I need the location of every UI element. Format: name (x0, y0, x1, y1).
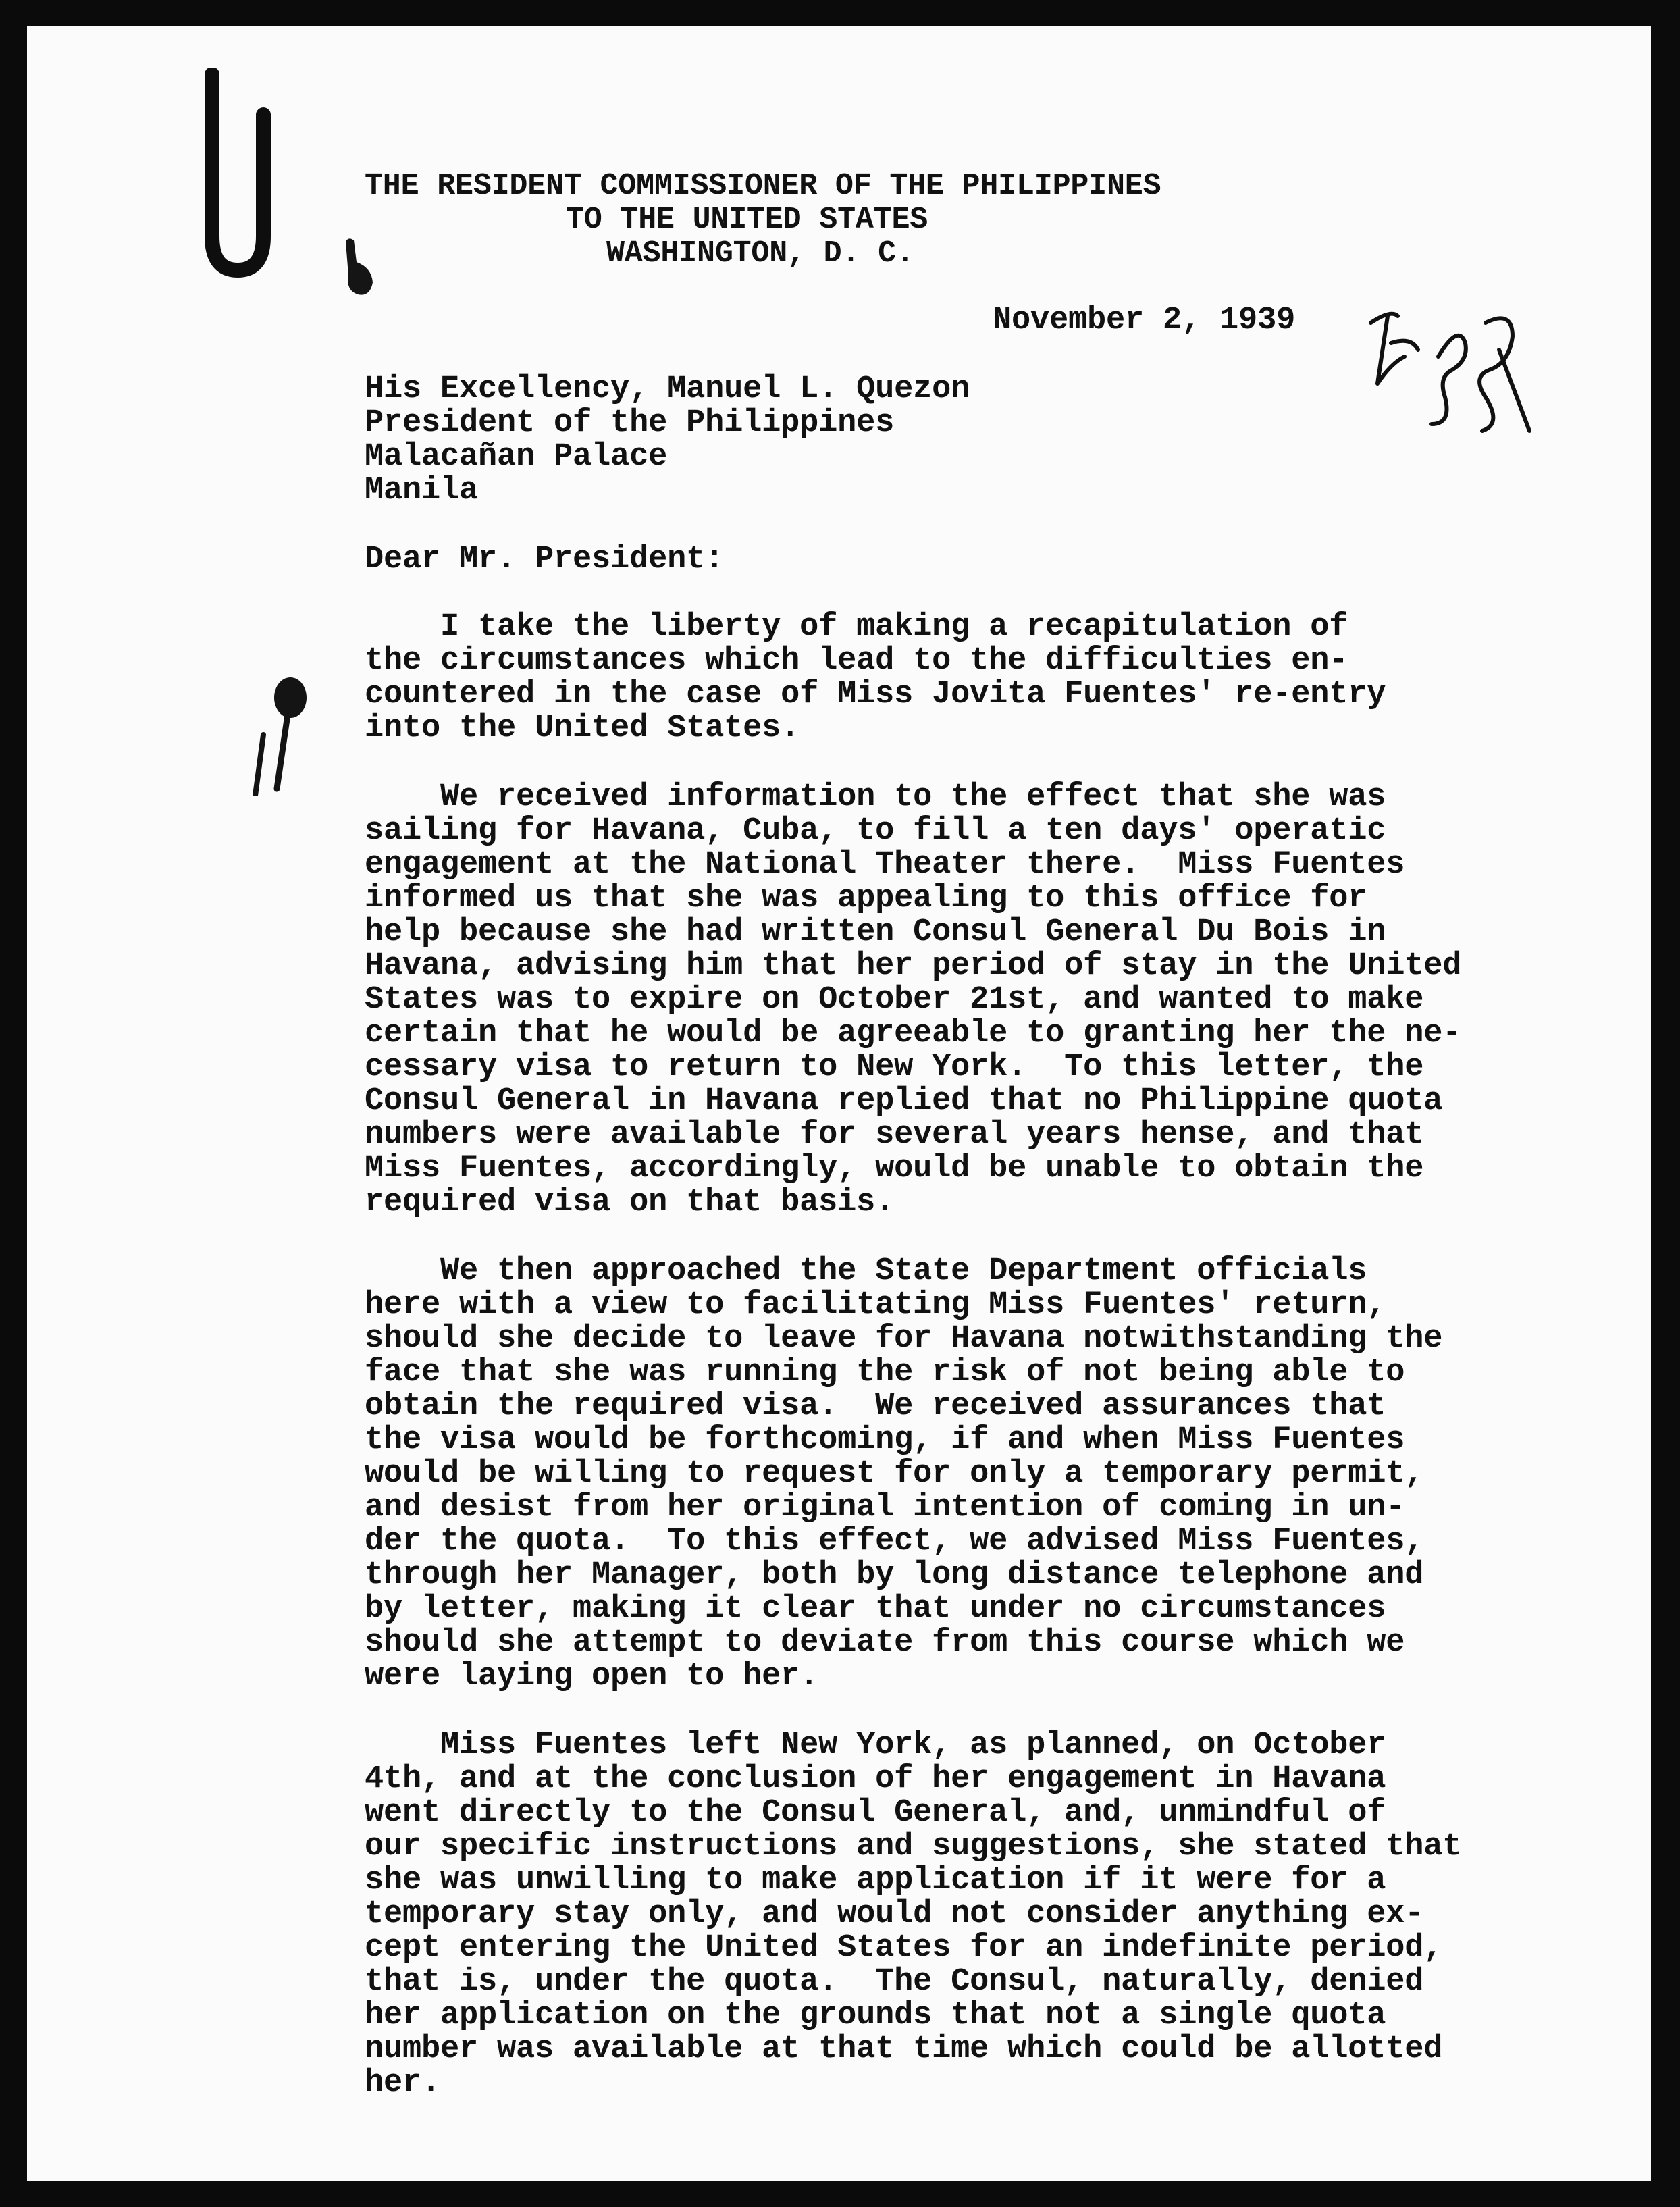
body-line: that is, under the quota. The Consul, naturally, denied (365, 1964, 1424, 2000)
salutation: Dear Mr. President: (365, 542, 725, 577)
body-line: the circumstances which lead to the difficulties en- (365, 643, 1348, 679)
body-line: der the quota. To this effect, we advised Miss Fuentes, (365, 1524, 1424, 1559)
body-line: numbers were available for several years hense, and that (365, 1117, 1424, 1153)
recipient-line-2: President of the Philippines (365, 405, 895, 441)
body-line: sailing for Havana, Cuba, to fill a ten days' operatic (365, 813, 1386, 849)
body-line: 4th, and at the conclusion of her engagement in Havana (365, 1761, 1386, 1797)
recipient-line-4: Manila (365, 473, 479, 509)
body-line: Consul General in Havana replied that no Philippine quota (365, 1083, 1443, 1119)
body-line: the visa would be forthcoming, if and when Miss Fuentes (365, 1422, 1405, 1458)
body-line: would be willing to request for only a temporary permit, (365, 1456, 1424, 1492)
handwritten-initials (1350, 296, 1553, 444)
letter-date: November 2, 1939 (993, 303, 1296, 338)
letter-page (27, 26, 1651, 2181)
body-line: cessary visa to return to New York. To this letter, the (365, 1049, 1424, 1085)
body-line: by letter, making it clear that under no circumstances (365, 1591, 1386, 1627)
ink-blot (339, 235, 379, 303)
body-line: number was available at that time which could be allotted (365, 2031, 1443, 2067)
body-line: States was to expire on October 21st, and wanted to make (365, 982, 1424, 1018)
body-line: our specific instructions and suggestions, she stated that (365, 1829, 1462, 1865)
letterhead-line-1: THE RESIDENT COMMISSIONER OF THE PHILIPPINES (365, 169, 1161, 203)
body-line: certain that he would be agreeable to granting her the ne- (365, 1016, 1462, 1051)
body-line: into the United States. (365, 710, 800, 746)
body-line: countered in the case of Miss Jovita Fuentes' re-entry (365, 677, 1386, 712)
body-line: engagement at the National Theater there. Miss Fuentes (365, 847, 1405, 883)
ink-mark (230, 660, 317, 796)
letterhead-line-2: TO THE UNITED STATES (566, 203, 928, 237)
body-line: face that she was running the risk of not being able to (365, 1355, 1405, 1391)
body-line: should she attempt to deviate from this course which we (365, 1625, 1405, 1661)
body-line: her. (365, 2065, 441, 2101)
body-line: temporary stay only, and would not consider anything ex- (365, 1896, 1424, 1932)
body-line: obtain the required visa. We received assurances that (365, 1388, 1386, 1424)
body-line: here with a view to facilitating Miss Fuentes' return, (365, 1287, 1386, 1323)
body-line: should she decide to leave for Havana notwithstanding the (365, 1321, 1443, 1357)
body-line: We then approached the State Department officials (365, 1253, 1367, 1289)
body-line: Miss Fuentes, accordingly, would be unable to obtain the (365, 1151, 1424, 1187)
body-line: help because she had written Consul General Du Bois in (365, 914, 1386, 950)
body-line: and desist from her original intention of coming in un- (365, 1490, 1405, 1526)
body-line: went directly to the Consul General, and, unmindful of (365, 1795, 1386, 1831)
body-line: were laying open to her. (365, 1659, 819, 1694)
recipient-line-1: His Excellency, Manuel L. Quezon (365, 371, 970, 407)
recipient-line-3: Malacañan Palace (365, 439, 668, 475)
body-line: cept entering the United States for an indefinite period, (365, 1930, 1443, 1966)
body-line: she was unwilling to make application if it were for a (365, 1863, 1386, 1898)
paper-clip-icon (197, 68, 278, 284)
body-line: her application on the grounds that not a single quota (365, 1998, 1386, 2033)
body-line: Havana, advising him that her period of stay in the United (365, 948, 1462, 984)
body-line: required visa on that basis. (365, 1185, 895, 1220)
body-line: We received information to the effect that she was (365, 779, 1386, 815)
body-line: informed us that she was appealing to this office for (365, 881, 1367, 916)
body-line: Miss Fuentes left New York, as planned, on October (365, 1728, 1386, 1763)
letterhead-line-3: WASHINGTON, D. C. (606, 236, 914, 271)
body-line: I take the liberty of making a recapitulation of (365, 609, 1348, 645)
body-line: through her Manager, both by long distance telephone and (365, 1557, 1424, 1593)
